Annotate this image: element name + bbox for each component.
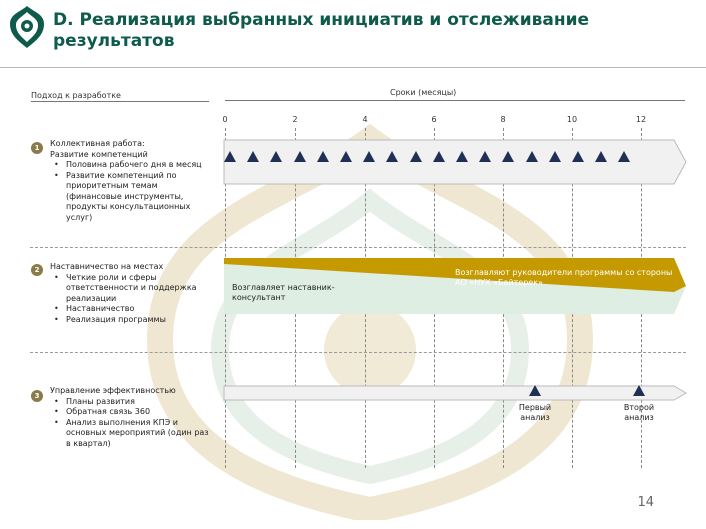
session-marker-icon: [270, 151, 282, 162]
logo-ornament-icon: [4, 4, 50, 50]
row-heading-line: Коллективная работа:: [50, 139, 145, 148]
session-marker-icon: [502, 151, 514, 162]
row-heading-line: Наставничество на местах: [50, 262, 164, 271]
row-2-description: [50, 262, 215, 325]
row-bullet: • Реализация программы: [66, 315, 215, 326]
session-marker-icon: [386, 151, 398, 162]
row-bullet: • Половина рабочего дня в месяц: [66, 160, 215, 171]
session-marker-icon: [526, 151, 538, 162]
row-number-badge: 1: [31, 142, 43, 154]
page-number: 14: [637, 495, 654, 510]
session-marker-icon: [363, 151, 375, 162]
row-bullet: • Планы развития: [66, 397, 215, 408]
session-marker-icon: [595, 151, 607, 162]
session-marker-icon: [549, 151, 561, 162]
tick-label: 2: [292, 115, 298, 124]
mentor-lead-label: Возглавляет наставник-консультант: [232, 283, 335, 302]
row-bullet: • Анализ выполнения КПЭ и основных мероприятий (один раз в квартал): [66, 418, 215, 450]
program-leaders-label: Возглавляют руководители программы со стороны АО «НУХ «Байтерек»: [455, 268, 673, 287]
approach-column-label: Подход к разработке: [31, 91, 121, 100]
second-review-marker-icon: [633, 385, 645, 396]
row-heading-line: Развитие компетенций: [50, 149, 148, 159]
tick-label: 4: [362, 115, 368, 124]
tick-label: 10: [566, 115, 578, 124]
session-marker-icon: [317, 151, 329, 162]
tick-label: 8: [500, 115, 506, 124]
row-1-description: [50, 139, 215, 223]
session-marker-icon: [294, 151, 306, 162]
second-review-label: Второй анализ: [623, 403, 655, 422]
approach-header-rule: [31, 101, 209, 102]
first-review-label: Первый анализ: [518, 403, 552, 422]
row-bullet: • Наставничество: [66, 304, 215, 315]
row-number-badge: 2: [31, 264, 43, 276]
session-marker-icon: [340, 151, 352, 162]
row-bullet: • Четкие роли и сферы ответственности и поддержка реализации: [66, 273, 215, 305]
tick-label: 12: [635, 115, 647, 124]
title-divider: [0, 67, 706, 68]
competency-timeline-arrow: [222, 138, 690, 186]
session-marker-icon: [433, 151, 445, 162]
session-marker-icon: [479, 151, 491, 162]
session-marker-icon: [247, 151, 259, 162]
session-marker-icon: [456, 151, 468, 162]
row-bullet: • Развитие компетенций по приоритетным темам (финансовые инструменты, продукты консультационных услуг): [66, 171, 215, 224]
timeline-header-rule: [225, 100, 685, 101]
first-review-marker-icon: [529, 385, 541, 396]
session-marker-icon: [618, 151, 630, 162]
row-bullet: • Обратная связь 360: [66, 407, 215, 418]
row-heading-line: Управление эффективностью: [50, 386, 176, 395]
session-marker-icon: [224, 151, 236, 162]
performance-timeline-arrow: [222, 384, 690, 402]
session-marker-icon: [410, 151, 422, 162]
row-number-badge: 3: [31, 390, 43, 402]
row-separator: [30, 352, 686, 353]
session-marker-icon: [572, 151, 584, 162]
tick-label: 6: [431, 115, 437, 124]
tick-label: 0: [222, 115, 228, 124]
timeline-column-label: Сроки (месяцы): [390, 88, 457, 97]
row-separator: [30, 247, 686, 248]
slide-title: D. Реализация выбранных инициатив и отслеживание результатов: [53, 10, 590, 51]
row-3-description: [50, 386, 215, 449]
